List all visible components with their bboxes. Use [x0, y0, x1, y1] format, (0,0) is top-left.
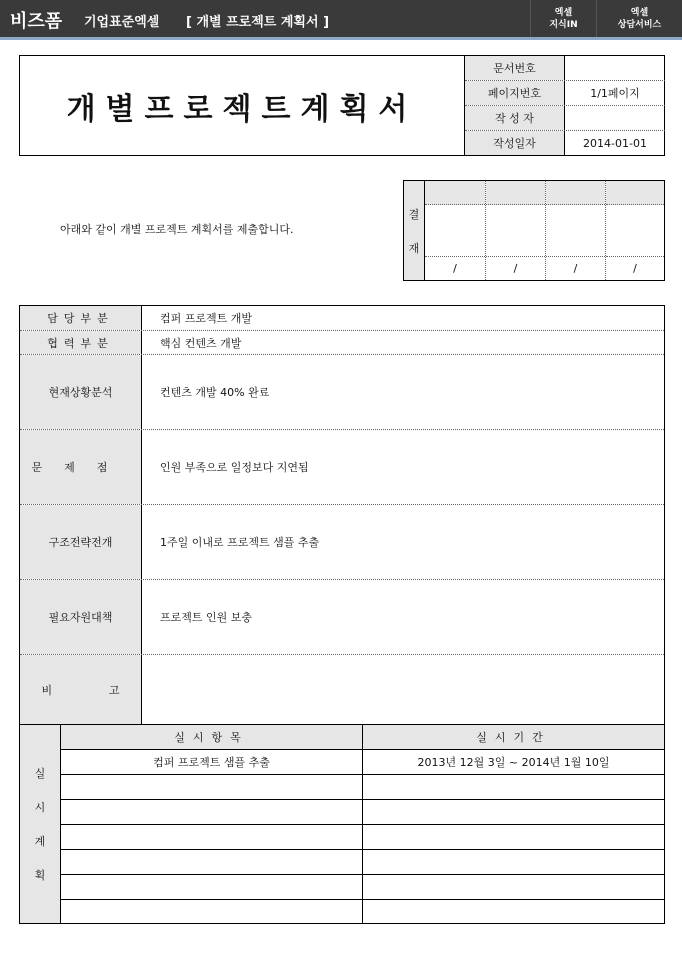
plan-label-char: 실: [34, 767, 46, 780]
document-title: 개별프로젝트계획서: [66, 91, 418, 127]
plan-row: [61, 775, 664, 800]
row-value[interactable]: 핵심 컨텐츠 개발: [160, 336, 242, 350]
row-value[interactable]: 1주일 이내로 프로젝트 샘플 추출: [160, 536, 320, 549]
row-value[interactable]: 컨텐츠 개발 40% 완료: [160, 386, 270, 399]
button-line: 상담서비스: [617, 20, 662, 30]
author-cell[interactable]: [565, 106, 665, 130]
plan-period-cell[interactable]: [363, 775, 664, 799]
plan-row: [61, 825, 664, 850]
plan-item-cell[interactable]: [61, 800, 363, 824]
plan-period-cell[interactable]: [363, 850, 664, 874]
plan-label-char: 시: [34, 801, 46, 814]
row-label: 문제점: [20, 430, 142, 504]
approval-column: [606, 181, 664, 280]
meta-row: [465, 81, 665, 106]
plan-label-char: 계: [34, 835, 46, 848]
approval-label-char: 재: [408, 241, 420, 255]
page-number-cell[interactable]: 1/1페이지: [590, 87, 640, 100]
date-cell[interactable]: 2014-01-01: [583, 136, 647, 150]
approval-label-char: 결: [408, 207, 420, 221]
approval-role-cell[interactable]: [486, 181, 545, 205]
plan-item-cell[interactable]: [61, 825, 363, 849]
meta-row: [465, 56, 665, 81]
row-label: 필요자원대책: [20, 580, 142, 654]
row-remarks: [20, 655, 664, 725]
row-value[interactable]: 인원 부족으로 일정보다 지연됨: [160, 461, 309, 474]
meta-label: 작 성 자: [465, 106, 565, 130]
plan-header-item: 실시항목: [61, 725, 363, 750]
approval-date-cell[interactable]: /: [573, 262, 578, 275]
approval-sign-cell[interactable]: [546, 205, 605, 257]
row-problems: [20, 430, 664, 505]
top-banner: [0, 0, 682, 40]
row-strategy: [20, 505, 664, 580]
plan-body-table: [19, 305, 665, 924]
approval-role-cell[interactable]: [606, 181, 664, 205]
meta-label: 페이지번호: [465, 81, 565, 105]
approval-column: [546, 181, 606, 280]
button-line: 지식IN: [549, 20, 578, 30]
meta-row: [465, 131, 665, 155]
remarks-label-char: 고: [108, 683, 120, 697]
row-label: [20, 655, 142, 724]
meta-label: 문서번호: [465, 56, 565, 80]
approval-table: [403, 180, 665, 281]
doc-number-cell[interactable]: [565, 56, 665, 80]
row-value[interactable]: 컴퍼 프로젝트 개발: [160, 312, 253, 325]
button-line: 엑셀: [630, 8, 649, 18]
excel-consult-button[interactable]: [596, 0, 682, 37]
plan-item-cell[interactable]: 컴퍼 프로젝트 샘플 추출: [61, 750, 363, 774]
row-label: 협력부분: [20, 331, 142, 354]
plan-header-period: 실시기간: [363, 725, 664, 750]
plan-period-cell[interactable]: [363, 875, 664, 899]
row-current-analysis: [20, 355, 664, 430]
intro-text: 아래와 같이 개별 프로젝트 계획서를 제출합니다.: [60, 223, 294, 236]
plan-item-cell[interactable]: [61, 850, 363, 874]
plan-row: [61, 800, 664, 825]
row-assigned-part: [20, 306, 664, 331]
document-meta: [464, 56, 665, 155]
approval-label: [404, 181, 425, 280]
brand-name: 기업표준엑셀: [84, 15, 160, 30]
approval-sign-cell[interactable]: [606, 205, 664, 257]
plan-item-cell[interactable]: [61, 900, 363, 923]
row-value[interactable]: 프로젝트 인원 보충: [160, 611, 253, 624]
approval-date-cell[interactable]: /: [513, 262, 518, 275]
row-value[interactable]: [160, 655, 664, 724]
plan-period-cell[interactable]: [363, 900, 664, 923]
approval-date-cell[interactable]: /: [633, 262, 637, 275]
plan-label-char: 획: [34, 869, 46, 882]
plan-item-cell[interactable]: [61, 775, 363, 799]
meta-row: [465, 106, 665, 131]
approval-date-cell[interactable]: /: [453, 262, 457, 275]
remarks-label-char: 비: [41, 683, 53, 697]
plan-period-cell[interactable]: 2013년 12월 3일 ~ 2014년 1월 10일: [417, 756, 610, 769]
meta-label: 작성일자: [465, 131, 565, 155]
row-resources: [20, 580, 664, 655]
plan-row: [61, 750, 664, 775]
approval-column: [425, 181, 486, 280]
excel-knowledge-button[interactable]: [530, 0, 596, 37]
banner-doc-title: [ 개별 프로젝트 계획서 ]: [186, 15, 330, 30]
approval-sign-cell[interactable]: [486, 205, 545, 257]
row-label: 현재상황분석: [20, 355, 142, 429]
document-header: [19, 55, 665, 156]
plan-item-cell[interactable]: [61, 875, 363, 899]
bizforms-logo[interactable]: 비즈폼: [10, 11, 63, 32]
button-line: 엑셀: [554, 8, 573, 18]
plan-row: [61, 850, 664, 875]
approval-role-cell[interactable]: [425, 181, 485, 205]
plan-row: [61, 900, 664, 923]
row-label: 담당부분: [20, 306, 142, 330]
plan-period-cell[interactable]: [363, 800, 664, 824]
plan-row: [61, 875, 664, 900]
execution-plan-label: [20, 725, 61, 923]
row-label: 구조전략전개: [20, 505, 142, 579]
approval-role-cell[interactable]: [546, 181, 605, 205]
plan-period-cell[interactable]: [363, 825, 664, 849]
approval-sign-cell[interactable]: [425, 205, 485, 257]
approval-column: [486, 181, 546, 280]
row-cooperation-part: [20, 331, 664, 355]
